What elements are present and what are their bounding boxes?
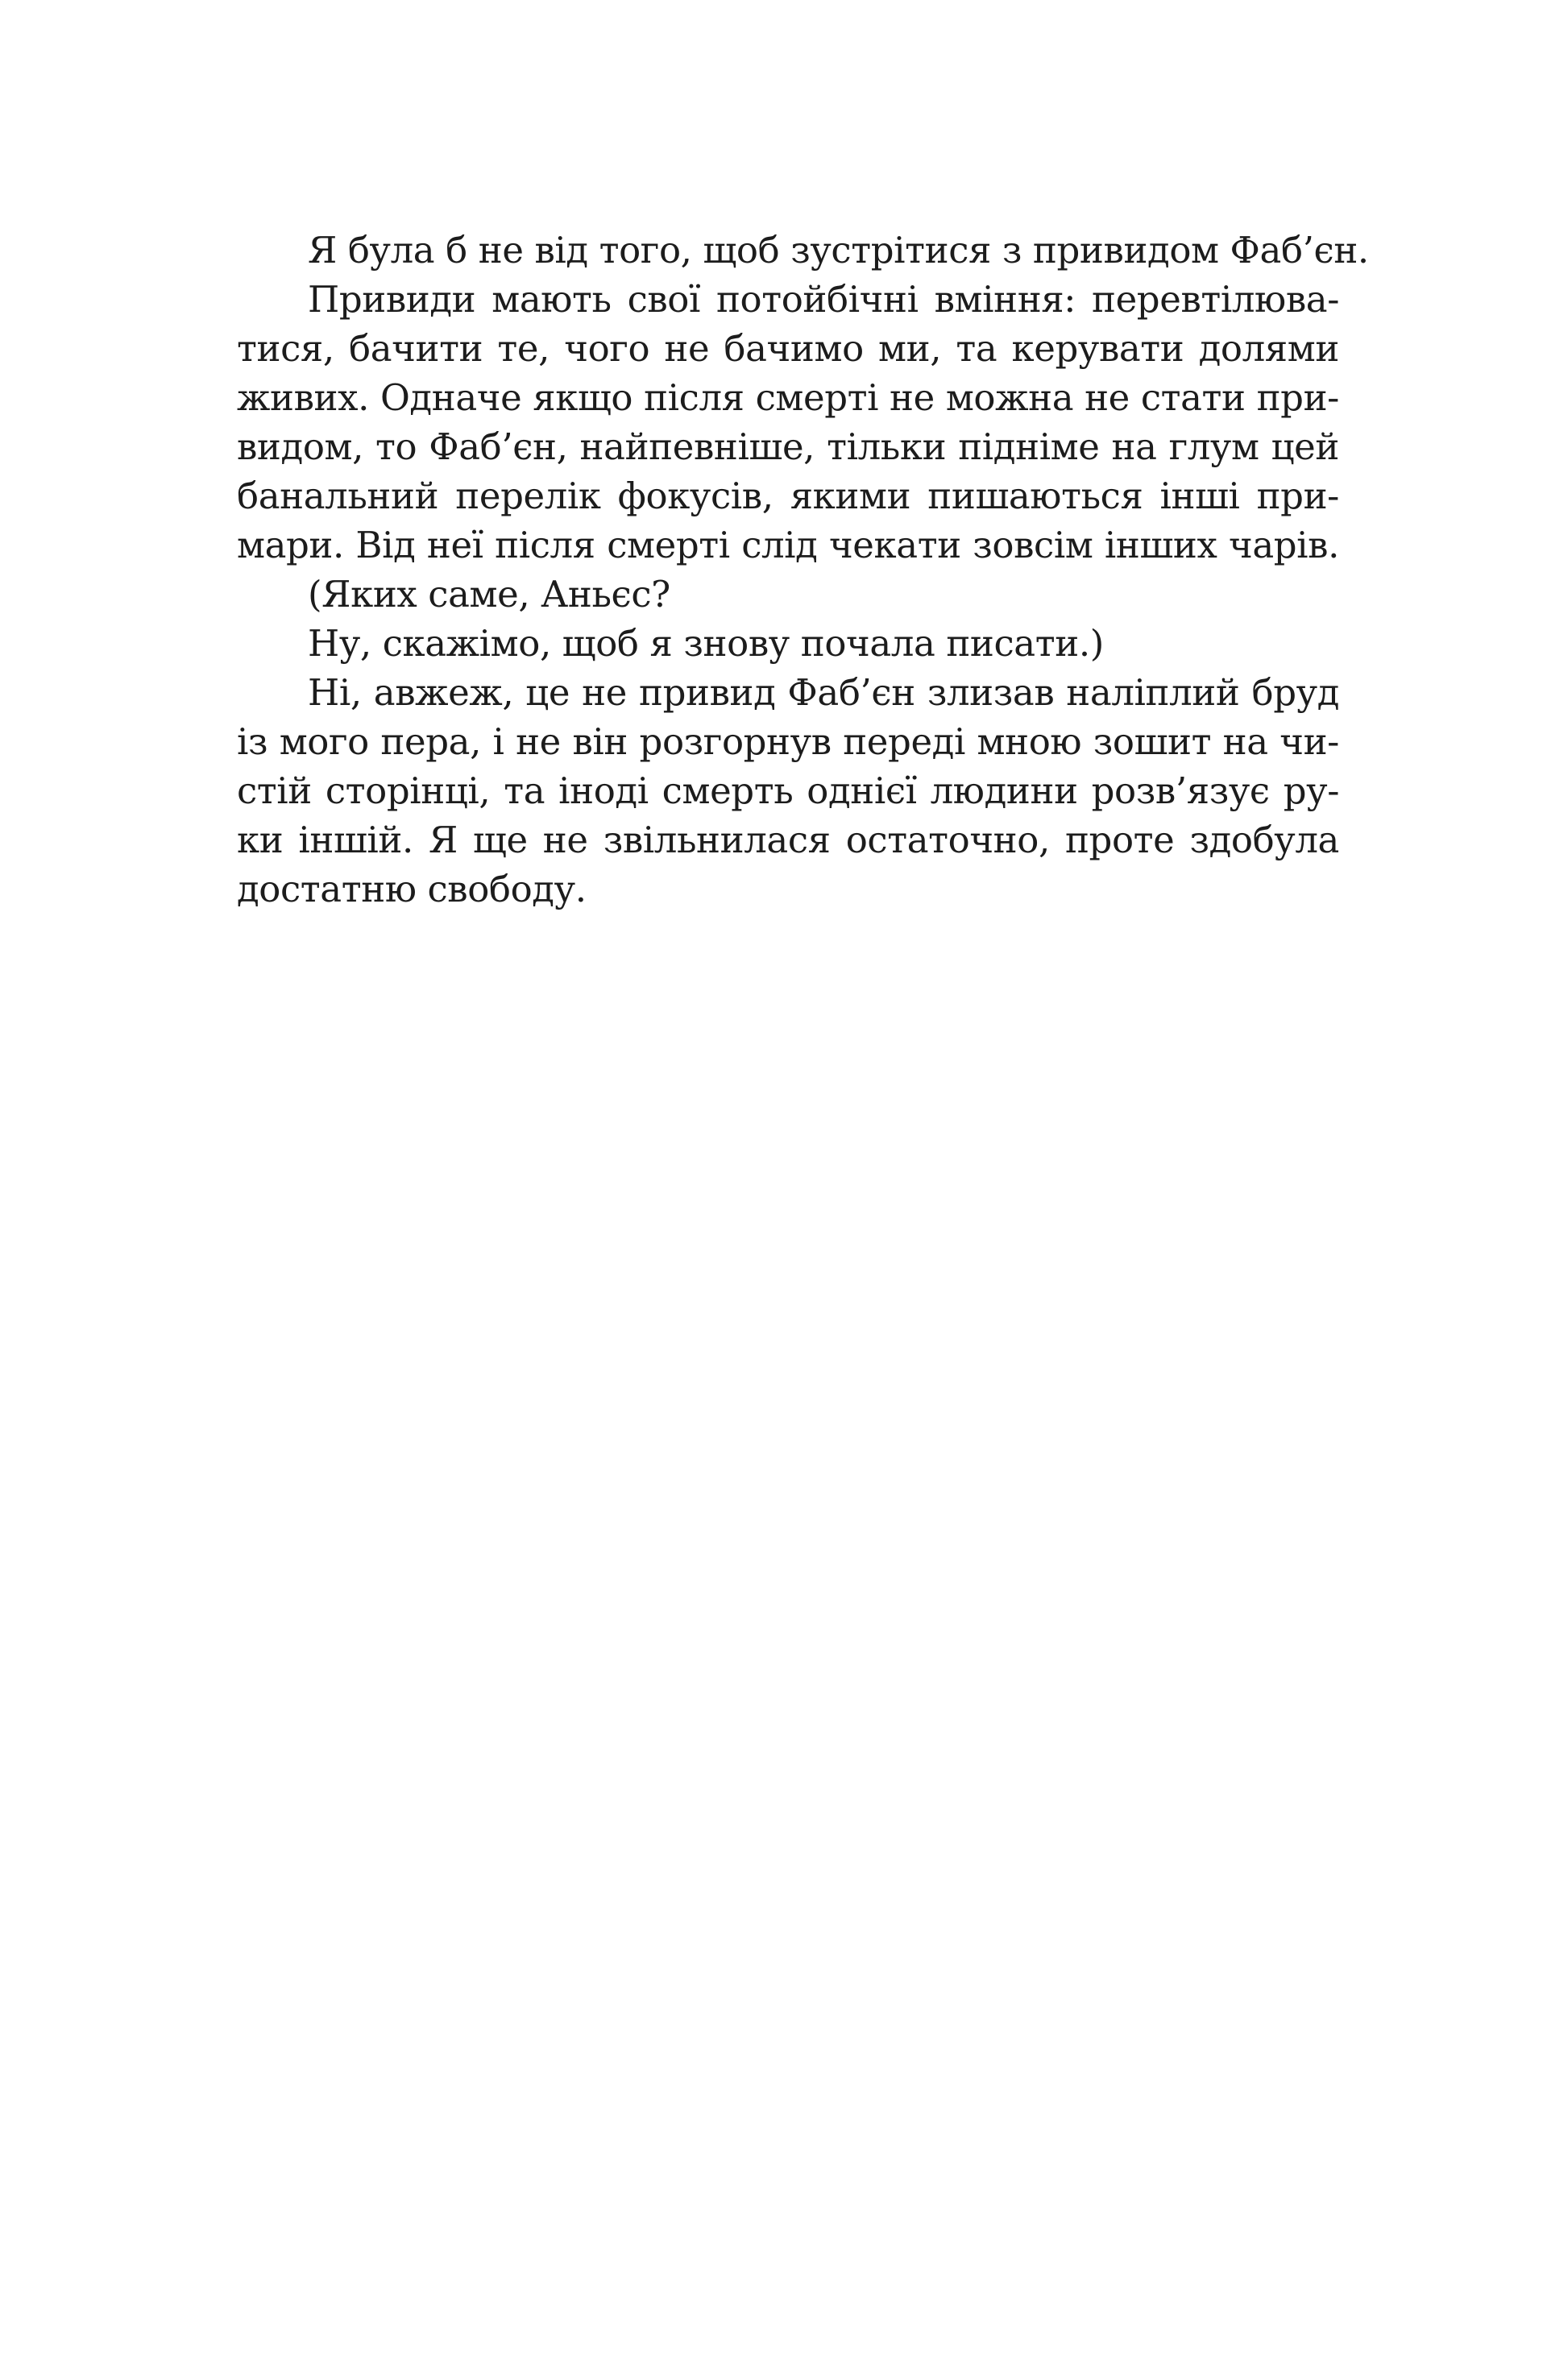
paragraph-2-line-1: Привиди мають свої потойбічні вміння: перевтілюва- xyxy=(308,278,1339,321)
paragraph-5-line-5: достатню свободу. xyxy=(237,868,587,910)
paragraph-2-line-4: видом, то Фаб’єн, найпевніше, тільки підніме на глум цей xyxy=(237,425,1339,468)
paragraph-2-line-5: банальний перелік фокусів, якими пишаються інші при- xyxy=(237,475,1339,517)
paragraph-5-line-2: із мого пера, і не він розгорнув переді мною зошит на чи- xyxy=(237,720,1339,763)
paragraph-2-line-3: живих. Одначе якщо після смерті не можна не стати при- xyxy=(237,376,1339,419)
paragraph-2-line-2: тися, бачити те, чого не бачимо ми, та керувати долями xyxy=(237,327,1339,370)
paragraph-5-line-4: ки іншій. Я ще не звільнилася остаточно, проте здобула xyxy=(237,819,1339,861)
paragraph-5-line-1: Ні, авжеж, це не привид Фаб’єн злизав наліплий бруд xyxy=(308,671,1339,714)
paragraph-2-line-6: мари. Від неї після смерті слід чекати зовсім інших чарів. xyxy=(237,524,1339,566)
paragraph-4-line-1: Ну, скажімо, щоб я знову почала писати.) xyxy=(308,622,1104,665)
paragraph-1-line-1: Я була б не від того, щоб зустрітися з привидом Фаб’єн. xyxy=(308,229,1369,272)
paragraph-3-line-1: (Яких саме, Аньєс? xyxy=(308,573,670,616)
body-text xyxy=(237,226,1369,914)
paragraph-5-line-3: стій сторінці, та іноді смерть однієї людини розв’язує ру- xyxy=(237,769,1339,812)
